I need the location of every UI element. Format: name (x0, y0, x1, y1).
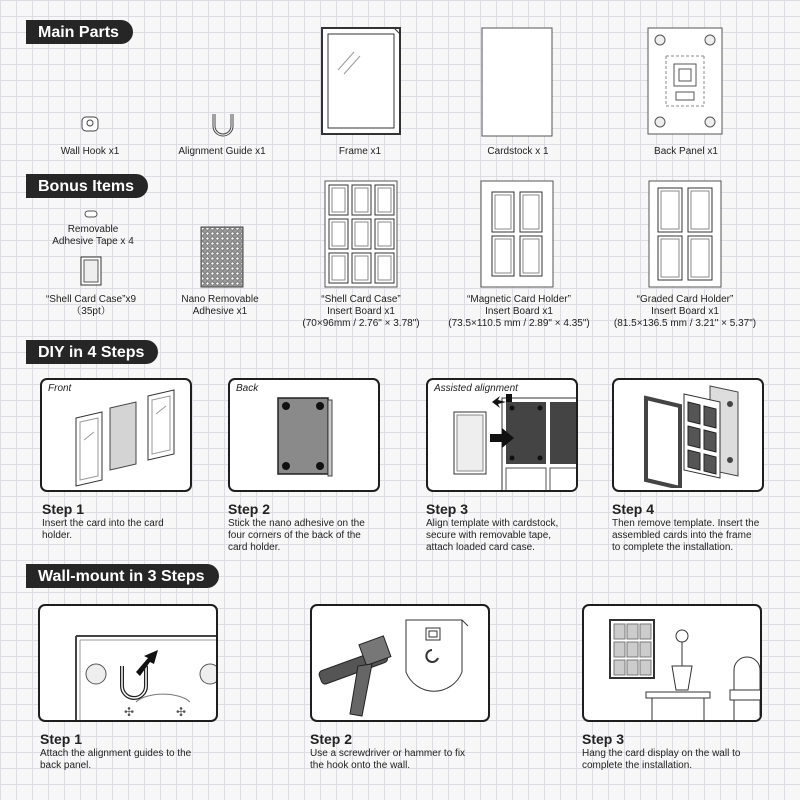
wall-step-2-desc: Use a screwdriver or hammer to fix the hook onto the wall. (310, 748, 466, 771)
wall-step-1-desc: Attach the alignment guides to the back panel. (40, 748, 192, 771)
wall-step-3-desc: Hang the card display on the wall to complete the installation. (582, 748, 741, 771)
shell-card-case-label: “Shell Card Case”x9 （35pt） (45, 294, 137, 317)
card-holder-back-icon (276, 396, 336, 486)
diy-step-3-title: Step 3 (426, 501, 469, 517)
diy-step-2-desc: Stick the nano adhesive on the four corners of the back of the card holder. (228, 518, 365, 553)
wall-step-2-panel (310, 604, 490, 722)
alignment-template-icon (428, 394, 578, 492)
diy-step-3-panel (426, 378, 578, 492)
section-diy: DIY in 4 Steps (26, 340, 158, 364)
nano-adhesive-label: Nano Removable Adhesive x1 (181, 294, 259, 317)
back-panel-illustration (646, 26, 726, 138)
cardstock-label: Cardstock x 1 (487, 146, 549, 157)
diy-step-1-desc: Insert the card into the card holder. (42, 518, 164, 541)
wall-step-1-title: Step 1 (40, 731, 83, 747)
wall-step-2-title: Step 2 (310, 731, 353, 747)
diy-step-1-title: Step 1 (42, 501, 85, 517)
shell-card-case-illustration (80, 256, 102, 286)
wall-step-3-title: Step 3 (582, 731, 625, 747)
diy-step-4-title: Step 4 (612, 501, 655, 517)
svg-text:✣: ✣ (176, 705, 187, 719)
hammer-hook-icon (312, 606, 490, 722)
tape-label: Removable Adhesive Tape x 4 (52, 224, 134, 247)
frame-illustration (320, 26, 404, 138)
frame-label: Frame x1 (338, 146, 382, 157)
diy-step-3-desc: Align template with cardstock, secure with removable tape, attach loaded card case. (426, 518, 559, 553)
diy-step-1-panel (40, 378, 192, 492)
graded-insert-board-label: “Graded Card Holder” Insert Board x1 (81.5×136.5 mm / 3.21" × 5.37") (613, 294, 757, 329)
diy-step-2-title: Step 2 (228, 501, 271, 517)
wall-step-1-panel (38, 604, 218, 722)
magnetic-insert-board-label: “Magnetic Card Holder” Insert Board x1 (73.5×110.5 mm / 2.89" × 4.35") (448, 294, 590, 329)
wall-hook-illustration (80, 116, 100, 134)
magnetic-insert-board-illustration (480, 180, 554, 288)
cardstock-illustration (480, 26, 556, 138)
back-panel-label: Back Panel x1 (654, 146, 718, 157)
diy-step-4-panel (612, 378, 764, 492)
room-display-icon (584, 606, 762, 722)
diy-step-1-panel-label: Front (48, 383, 72, 394)
svg-text:✣: ✣ (124, 705, 135, 719)
card-holder-exploded-icon (72, 384, 192, 488)
nano-adhesive-illustration (200, 226, 244, 288)
section-wall-mount: Wall-mount in 3 Steps (26, 564, 219, 588)
section-bonus-items: Bonus Items (26, 174, 148, 198)
diy-step-2-panel (228, 378, 380, 492)
graded-insert-board-illustration (648, 180, 722, 288)
diy-step-2-panel-label: Back (236, 383, 259, 394)
section-main-parts: Main Parts (26, 20, 133, 44)
wall-step-3-panel (582, 604, 762, 722)
back-panel-guide-icon (40, 606, 218, 722)
wall-hook-label: Wall Hook x1 (60, 146, 120, 157)
alignment-guide-illustration (208, 112, 238, 138)
tape-illustration (84, 210, 98, 218)
frame-assembly-icon (640, 384, 750, 488)
shell-insert-board-illustration (324, 180, 398, 288)
diy-step-3-panel-label: Assisted alignment (434, 383, 518, 394)
alignment-guide-label: Alignment Guide x1 (178, 146, 266, 157)
diy-step-4-desc: Then remove template. Insert the assembled cards into the frame to complete the installation. (612, 518, 760, 553)
shell-insert-board-label: “Shell Card Case” Insert Board x1 (70×96mm / 2.76" × 3.78") (302, 294, 420, 329)
